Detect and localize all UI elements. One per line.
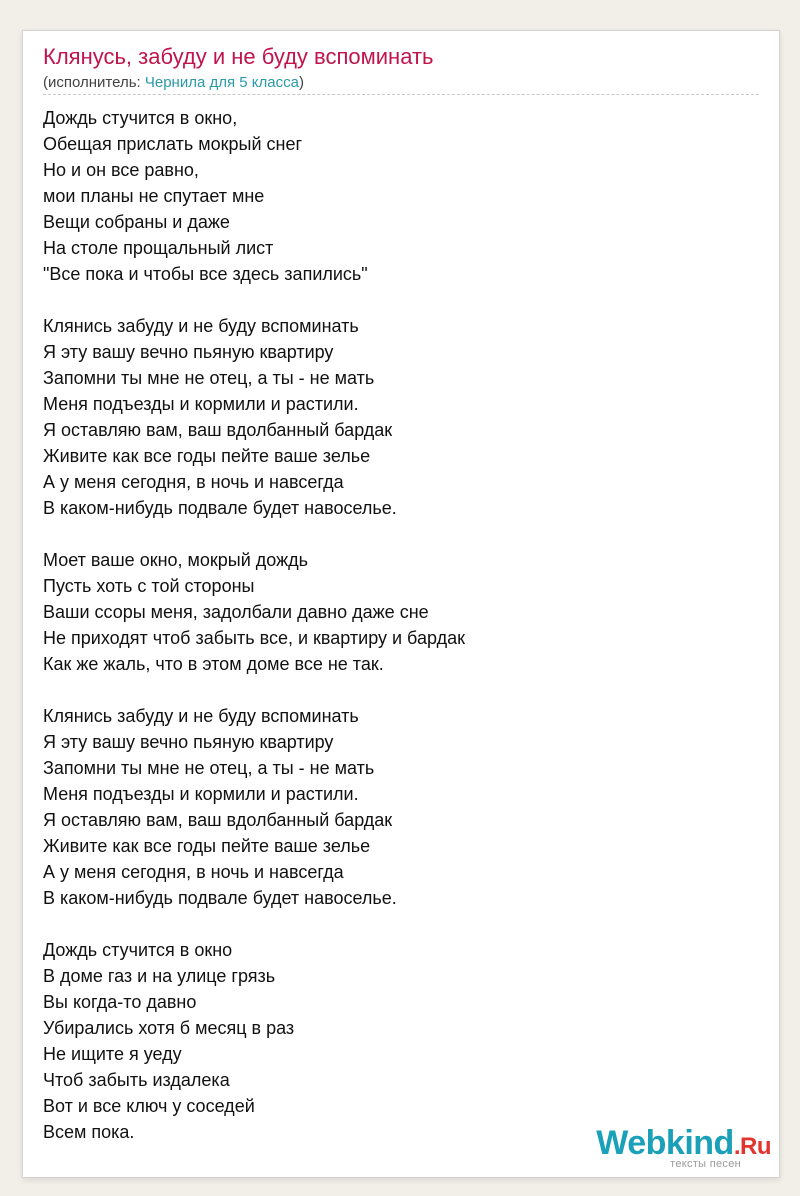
lyric-line: Но и он все равно, bbox=[43, 160, 199, 180]
lyric-line: Я оставляю вам, ваш вдолбанный бардак bbox=[43, 810, 393, 830]
lyric-line: Чтоб забыть издалека bbox=[43, 1070, 230, 1090]
lyric-line: Я эту вашу вечно пьяную квартиру bbox=[43, 732, 334, 752]
performer-suffix: ) bbox=[298, 74, 304, 91]
lyric-line: Я оставляю вам, ваш вдолбанный бардак bbox=[43, 420, 393, 440]
lyric-line: Запомни ты мне не отец, а ты - не мать bbox=[43, 758, 375, 778]
lyric-line: мои планы не спутает мне bbox=[43, 186, 265, 206]
lyric-line: Вещи собраны и даже bbox=[43, 212, 230, 232]
lyric-line: Вот и все ключ у соседей bbox=[43, 1096, 255, 1116]
dashed-divider bbox=[43, 94, 759, 95]
lyric-line: А у меня сегодня, в ночь и навсегда bbox=[43, 472, 344, 492]
lyrics-stanza bbox=[43, 937, 743, 1145]
lyric-line: Всем пока. bbox=[43, 1122, 135, 1142]
logo-tagline: тексты песен bbox=[670, 1158, 741, 1170]
lyric-line: А у меня сегодня, в ночь и навсегда bbox=[43, 862, 344, 882]
lyrics-body bbox=[43, 105, 743, 1171]
performer-line bbox=[43, 73, 304, 93]
lyric-line: На столе прощальный лист bbox=[43, 238, 274, 258]
lyric-line: В каком-нибудь подвале будет навоселье. bbox=[43, 888, 397, 908]
lyric-line: Дождь стучится в окно bbox=[43, 940, 233, 960]
logo-word: Webkind bbox=[596, 1124, 734, 1162]
lyric-line: В каком-нибудь подвале будет навоселье. bbox=[43, 498, 397, 518]
lyric-line: Не ищите я уеду bbox=[43, 1044, 182, 1064]
lyric-line: Как же жаль, что в этом доме все не так. bbox=[43, 654, 384, 674]
lyric-line: Меня подъезды и кормили и растили. bbox=[43, 784, 359, 804]
lyrics-stanza bbox=[43, 105, 743, 287]
lyric-line: Моет ваше окно, мокрый дождь bbox=[43, 550, 309, 570]
lyric-line: В доме газ и на улице грязь bbox=[43, 966, 276, 986]
lyric-line: Ваши ссоры меня, задолбали давно даже сне bbox=[43, 602, 429, 622]
song-title: Клянусь, забуду и не буду вспоминать bbox=[43, 44, 434, 69]
lyric-line: Запомни ты мне не отец, а ты - не мать bbox=[43, 368, 375, 388]
lyrics-card bbox=[22, 30, 780, 1178]
lyric-line: Обещая прислать мокрый снег bbox=[43, 134, 303, 154]
lyric-line: Клянись забуду и не буду вспоминать bbox=[43, 316, 359, 336]
webkind-logo[interactable] bbox=[581, 1123, 771, 1173]
lyric-line: Клянись забуду и не буду вспоминать bbox=[43, 706, 359, 726]
lyric-line: Живите как все годы пейте ваше зелье bbox=[43, 446, 371, 466]
lyric-line: Живите как все годы пейте ваше зелье bbox=[43, 836, 371, 856]
lyric-line: Не приходят чтоб забыть все, и квартиру и бардак bbox=[43, 628, 465, 648]
lyric-line: Убирались хотя б месяц в раз bbox=[43, 1018, 295, 1038]
lyrics-stanza bbox=[43, 703, 743, 911]
lyric-line: Вы когда-то давно bbox=[43, 992, 197, 1012]
lyrics-stanza bbox=[43, 547, 743, 677]
lyric-line: Пусть хоть с той стороны bbox=[43, 576, 255, 596]
artist-link[interactable]: Чернила для 5 класса bbox=[144, 74, 299, 91]
performer-prefix: (исполнитель: bbox=[43, 74, 145, 91]
lyric-line: Дождь стучится в окно, bbox=[43, 108, 238, 128]
lyrics-stanza bbox=[43, 313, 743, 521]
lyric-line: Меня подъезды и кормили и растили. bbox=[43, 394, 359, 414]
lyric-line: "Все пока и чтобы все здесь запились" bbox=[43, 264, 368, 284]
lyric-line: Я эту вашу вечно пьяную квартиру bbox=[43, 342, 334, 362]
logo-tld: .Ru bbox=[733, 1133, 771, 1160]
